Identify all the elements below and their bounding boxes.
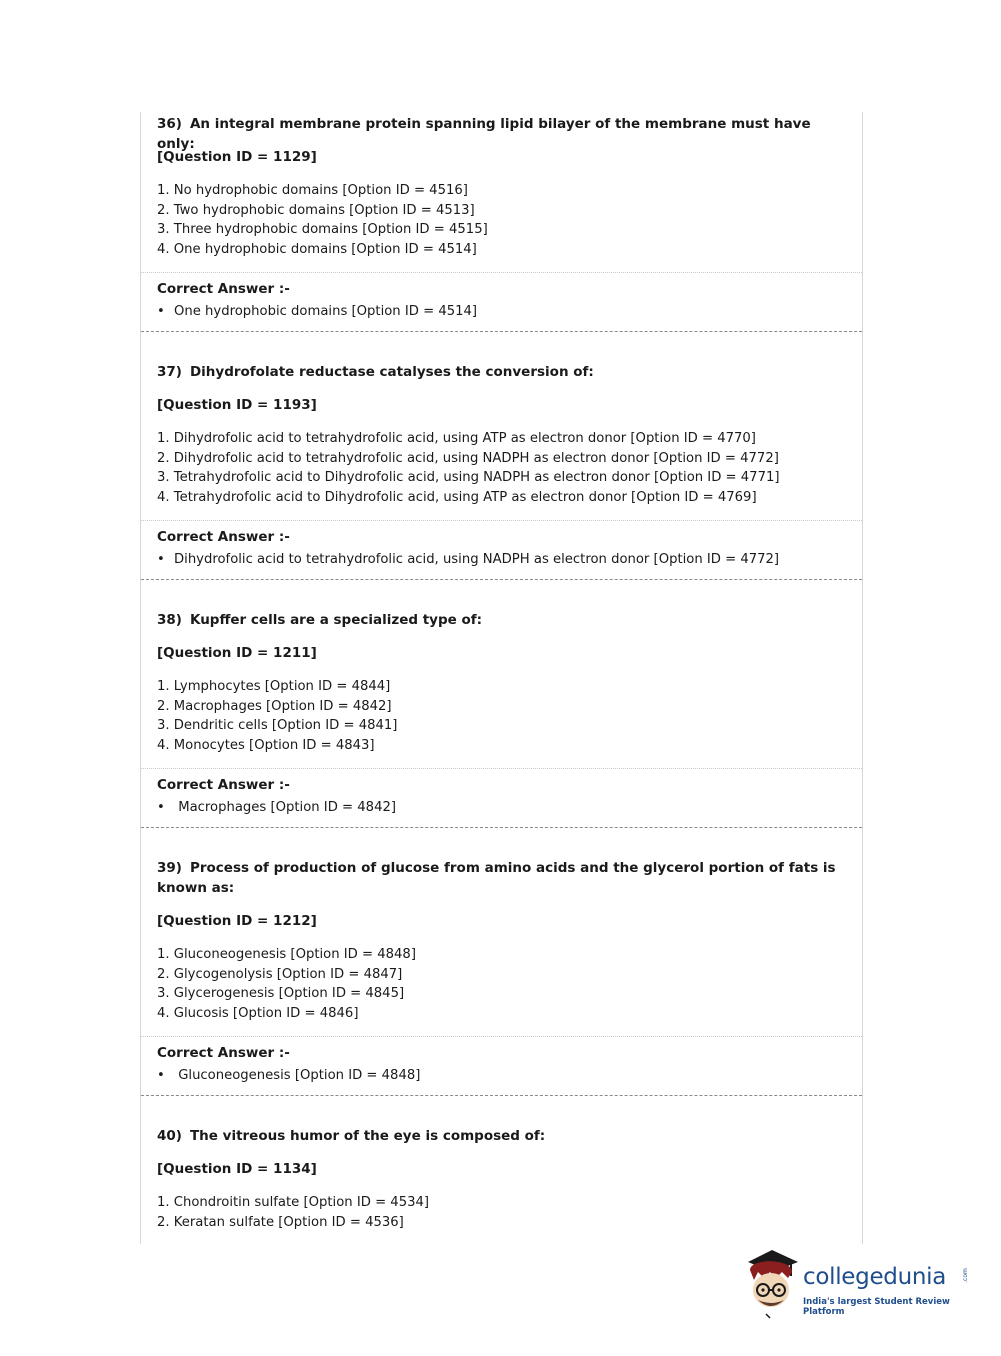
option-item: 4. One hydrophobic domains [Option ID = 4514] [157,241,477,257]
option-item: 4. Tetrahydrofolic acid to Dihydrofolic acid, using ATP as electron donor [Option ID = 4769] [157,489,757,505]
correct-answer-value [157,798,396,818]
question-number: 39) [157,860,182,876]
option-item: 1. Gluconeogenesis [Option ID = 4848] [157,947,416,962]
bullet-icon: • [157,552,165,567]
question-number: 38) [157,612,182,628]
question-text: An integral membrane protein spanning lipid bilayer of the membrane must have only: [157,116,811,152]
option-item: 4. Glucosis [Option ID = 4846] [157,1005,359,1021]
option-item: 2. Dihydrofolic acid to tetrahydrofolic acid, using NADPH as electron donor [Option ID = 4772] [157,450,779,466]
option-item: 2. Two hydrophobic domains [Option ID = 4513] [157,202,475,218]
option-item: 2. Glycogenolysis [Option ID = 4847] [157,966,403,982]
question-id: [Question ID = 1129] [157,149,317,165]
question-separator [141,579,862,580]
question-number: 36) [157,116,182,132]
option-item: 4. Monocytes [Option ID = 4843] [157,737,375,753]
question-title [157,1126,847,1146]
question-separator [141,827,862,828]
question-separator [141,331,862,332]
question-text: The vitreous humor of the eye is composed of: [189,1128,546,1144]
option-item: 3. Tetrahydrofolic acid to Dihydrofolic acid, using NADPH as electron donor [Option ID = 4771] [157,470,780,485]
options-list [157,677,397,755]
option-item: 2. Macrophages [Option ID = 4842] [157,698,392,714]
collegedunia-logo [742,1248,972,1320]
correct-answer-label: Correct Answer :- [157,529,290,545]
correct-answer-text: Gluconeogenesis [Option ID = 4848] [174,1068,421,1083]
option-item: 3. Three hydrophobic domains [Option ID = 4515] [157,222,488,237]
bullet-icon: • [157,800,165,815]
option-item: 3. Glycerogenesis [Option ID = 4845] [157,986,405,1001]
option-item: 3. Dendritic cells [Option ID = 4841] [157,718,398,733]
brand-name: collegedunia [803,1264,947,1290]
correct-answer-value [157,550,779,570]
bullet-icon: • [157,304,165,319]
question-number: 37) [157,364,182,380]
question-title [157,610,847,630]
divider [141,1036,862,1037]
bullet-icon: • [157,1068,165,1083]
question-text: Kupffer cells are a specialized type of: [189,612,483,628]
question-id: [Question ID = 1211] [157,645,317,661]
correct-answer-value [157,1066,420,1086]
question-number: 40) [157,1128,182,1144]
question-text: Dihydrofolate reductase catalyses the conversion of: [189,364,594,380]
divider [141,272,862,273]
brand-suffix: .com [961,1268,969,1283]
brand-tagline: India's largest Student Review Platform [803,1297,950,1317]
divider [141,520,862,521]
question-id: [Question ID = 1134] [157,1161,317,1177]
question-paper-page [140,112,863,1244]
option-item: 1. No hydrophobic domains [Option ID = 4516] [157,183,468,198]
correct-answer-text: One hydrophobic domains [Option ID = 4514] [174,304,478,319]
mascot-icon [742,1248,802,1320]
options-list [157,945,416,1023]
question-title [157,362,847,382]
question-text: Process of production of glucose from amino acids and the glycerol portion of fats is known as: [157,860,836,896]
option-item: 2. Keratan sulfate [Option ID = 4536] [157,1214,404,1230]
option-item: 1. Chondroitin sulfate [Option ID = 4534] [157,1195,430,1210]
options-list [157,1193,429,1232]
correct-answer-text: Dihydrofolic acid to tetrahydrofolic acid, using NADPH as electron donor [Option ID = 4772] [174,552,780,567]
correct-answer-label: Correct Answer :- [157,777,290,793]
question-id: [Question ID = 1212] [157,913,317,929]
options-list [157,429,780,507]
divider [141,768,862,769]
correct-answer-value [157,302,477,322]
option-item: 1. Lymphocytes [Option ID = 4844] [157,679,391,694]
question-id: [Question ID = 1193] [157,397,317,413]
question-separator [141,1095,862,1096]
question-title [157,858,847,898]
options-list [157,181,488,259]
correct-answer-text: Macrophages [Option ID = 4842] [174,800,396,815]
correct-answer-label: Correct Answer :- [157,1045,290,1061]
correct-answer-label: Correct Answer :- [157,281,290,297]
option-item: 1. Dihydrofolic acid to tetrahydrofolic acid, using ATP as electron donor [Option ID = 4770] [157,431,756,446]
